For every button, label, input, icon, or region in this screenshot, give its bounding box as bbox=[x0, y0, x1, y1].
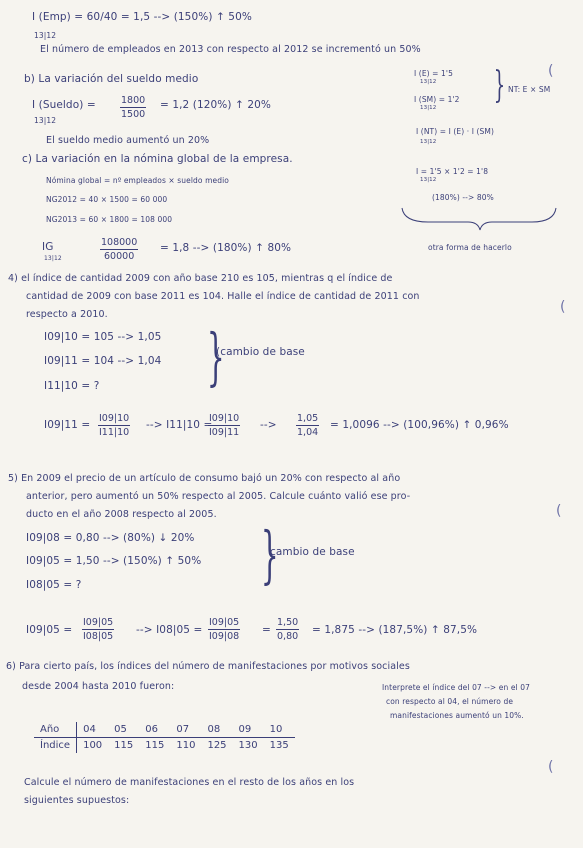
q5-index-0805: I08|05 = ? bbox=[26, 579, 82, 591]
side-index-salary-sub: 13|12 bbox=[420, 105, 437, 111]
q4-fraction-2-den: I09|11 bbox=[209, 426, 240, 438]
q4-text-line2: cantidad de 2009 con base 2011 es 104. Halle el índice de cantidad de 2011 con bbox=[26, 291, 420, 302]
q5-fraction-1 bbox=[82, 618, 114, 641]
q4-index-0910: I09|10 = 105 --> 1,05 bbox=[44, 331, 162, 343]
side-index-employees-sub: 13|12 bbox=[420, 79, 437, 85]
table-cell-index: 135 bbox=[269, 740, 289, 751]
q4-fraction-3-num: 1,05 bbox=[297, 413, 319, 424]
q5-fraction-3-num: 1,50 bbox=[277, 617, 299, 628]
q5-brace-label: cambio de base bbox=[270, 546, 355, 558]
q5-fraction-2-num: I09|05 bbox=[209, 617, 240, 628]
q5-fraction-3 bbox=[276, 618, 299, 641]
payroll-index-subscript: 13|12 bbox=[44, 255, 62, 262]
q4-calc-mid: --> I11|10 = bbox=[146, 419, 213, 431]
q4-fraction-1-num: I09|10 bbox=[99, 413, 130, 424]
q4-index-1110: I11|10 = ? bbox=[44, 380, 100, 392]
q4-fraction-1 bbox=[98, 414, 130, 437]
q6-note-line2: con respecto al 04, el número de bbox=[386, 697, 514, 706]
payroll-fraction-den: 60000 bbox=[104, 250, 135, 262]
table-cell-index: 100 bbox=[83, 740, 103, 751]
section-c-title: c) La variación en la nómina global de la empresa. bbox=[22, 153, 293, 165]
payroll-fraction-num: 108000 bbox=[101, 237, 138, 248]
q5-text-line3: ducto en el año 2008 respecto al 2005. bbox=[26, 509, 217, 520]
q6-note-line3: manifestaciones aumentó un 10%. bbox=[390, 711, 524, 720]
table-header-year: Año bbox=[34, 722, 77, 738]
q4-fraction-3-den: 1,04 bbox=[297, 426, 319, 438]
table-cell-year: 08 bbox=[201, 722, 232, 738]
q4-text-line1: 4) el índice de cantidad 2009 con año base 210 es 105, mientras q el índice de bbox=[8, 273, 393, 284]
q5-hook-mark: ( bbox=[556, 503, 562, 519]
q4-fraction-3 bbox=[296, 414, 319, 437]
salary-fraction-num: 1800 bbox=[121, 95, 146, 106]
q4-hook-mark: ( bbox=[560, 299, 566, 315]
side-nt-definition: NT: E × SM bbox=[508, 85, 551, 94]
employee-index-formula: I (Emp) = 60/40 = 1,5 --> (150%) ↑ 50% bbox=[32, 11, 252, 23]
table-cell-index: 125 bbox=[207, 740, 227, 751]
table-cell-index: 130 bbox=[238, 740, 258, 751]
q4-calc-right: = 1,0096 --> (100,96%) ↑ 0,96% bbox=[330, 419, 509, 431]
side-nt-product: I (NT) = I (E) · I (SM) bbox=[416, 127, 495, 136]
index-table bbox=[34, 722, 295, 753]
q4-fraction-2 bbox=[208, 414, 240, 437]
employee-index-subscript: 13|12 bbox=[34, 31, 57, 40]
table-header-index: Índice bbox=[34, 738, 77, 754]
section-b-title: b) La variación del sueldo medio bbox=[24, 73, 199, 85]
q4-text-line3: respecto a 2010. bbox=[26, 309, 108, 320]
alt-index-product: I = 1'5 × 1'2 = 1'8 bbox=[416, 167, 489, 176]
alt-index-result: (180%) --> 80% bbox=[432, 193, 494, 202]
side-index-employees: I (E) = 1'5 bbox=[414, 69, 453, 78]
payroll-2012: NG2012 = 40 × 1500 = 60 000 bbox=[46, 195, 168, 204]
payroll-index-right: = 1,8 --> (180%) ↑ 80% bbox=[160, 242, 292, 254]
table-cell-year: 04 bbox=[77, 722, 109, 738]
alt-underbrace bbox=[398, 206, 558, 232]
q5-fraction-1-den: I08|05 bbox=[83, 630, 114, 642]
q4-calc-arrow: --> bbox=[260, 419, 277, 431]
side-nt-product-sub: 13|12 bbox=[420, 139, 437, 145]
table-cell-year: 10 bbox=[264, 722, 295, 738]
side-index-salary: I (SM) = 1'2 bbox=[414, 95, 460, 104]
table-row-index bbox=[34, 738, 295, 754]
alt-index-product-sub: 13|12 bbox=[420, 177, 437, 183]
table-cell-year: 05 bbox=[108, 722, 139, 738]
q5-fraction-3-den: 0,80 bbox=[277, 630, 299, 642]
q6-hook-mark: ( bbox=[548, 759, 554, 775]
q5-fraction-1-num: I09|05 bbox=[83, 617, 114, 628]
table-cell-index: 115 bbox=[145, 740, 165, 751]
q5-brace: } bbox=[260, 518, 279, 591]
q4-brace-label: (cambio de base bbox=[216, 346, 305, 358]
payroll-fraction bbox=[100, 238, 138, 261]
salary-index-right: = 1,2 (120%) ↑ 20% bbox=[160, 99, 271, 111]
table-row-years bbox=[34, 722, 295, 738]
q5-calc-mid: --> I08|05 = bbox=[136, 624, 203, 636]
q6-note-line1: Interprete el índice del 07 --> en el 07 bbox=[382, 683, 530, 692]
q6-text-line1: 6) Para cierto país, los índices del número de manifestaciones por motivos sociales bbox=[6, 661, 410, 672]
table-cell-year: 09 bbox=[233, 722, 264, 738]
payroll-index-left: IG bbox=[42, 241, 54, 253]
q5-text-line2: anterior, pero aumentó un 50% respecto al 2005. Calcule cuánto valió ese pro- bbox=[26, 491, 411, 502]
q5-fraction-2 bbox=[208, 618, 240, 641]
payroll-2013: NG2013 = 60 × 1800 = 108 000 bbox=[46, 215, 173, 224]
table-cell-index: 115 bbox=[114, 740, 134, 751]
q4-index-0911: I09|11 = 104 --> 1,04 bbox=[44, 355, 162, 367]
payroll-definition: Nómina global = nº empleados × sueldo medio bbox=[46, 176, 229, 185]
q5-calc-left: I09|05 = bbox=[26, 624, 73, 636]
salary-conclusion: El sueldo medio aumentó un 20% bbox=[46, 135, 210, 146]
salary-index-subscript: 13|12 bbox=[34, 116, 57, 125]
q5-calc-right: = 1,875 --> (187,5%) ↑ 87,5% bbox=[312, 624, 478, 636]
q6-text-line2: desde 2004 hasta 2010 fueron: bbox=[22, 681, 175, 692]
q5-calc-eq: = bbox=[262, 624, 271, 636]
table-cell-year: 07 bbox=[170, 722, 201, 738]
table-cell-index: 110 bbox=[176, 740, 196, 751]
employee-conclusion: El número de empleados en 2013 con respecto al 2012 se incrementó un 50% bbox=[40, 44, 421, 55]
q4-brace: } bbox=[206, 320, 225, 393]
salary-fraction-den: 1500 bbox=[121, 108, 146, 120]
q6-closing-line2: siguientes supuestos: bbox=[24, 795, 130, 806]
side-hook-mark: ( bbox=[548, 63, 554, 79]
salary-fraction bbox=[120, 96, 146, 119]
q4-fraction-1-den: I11|10 bbox=[99, 426, 130, 438]
q5-fraction-2-den: I09|08 bbox=[209, 630, 240, 642]
q6-closing-line1: Calcule el número de manifestaciones en el resto de los años en los bbox=[24, 777, 355, 788]
salary-index-left: I (Sueldo) = bbox=[32, 99, 96, 111]
q4-fraction-2-num: I09|10 bbox=[209, 413, 240, 424]
alt-method-note: otra forma de hacerlo bbox=[428, 243, 512, 252]
side-right-brace: } bbox=[493, 65, 506, 106]
table-cell-year: 06 bbox=[139, 722, 170, 738]
q5-index-0908: I09|08 = 0,80 --> (80%) ↓ 20% bbox=[26, 532, 195, 544]
q5-text-line1: 5) En 2009 el precio de un artículo de consumo bajó un 20% con respecto al año bbox=[8, 473, 401, 484]
q4-calc-left: I09|11 = bbox=[44, 419, 91, 431]
q5-index-0905: I09|05 = 1,50 --> (150%) ↑ 50% bbox=[26, 555, 202, 567]
